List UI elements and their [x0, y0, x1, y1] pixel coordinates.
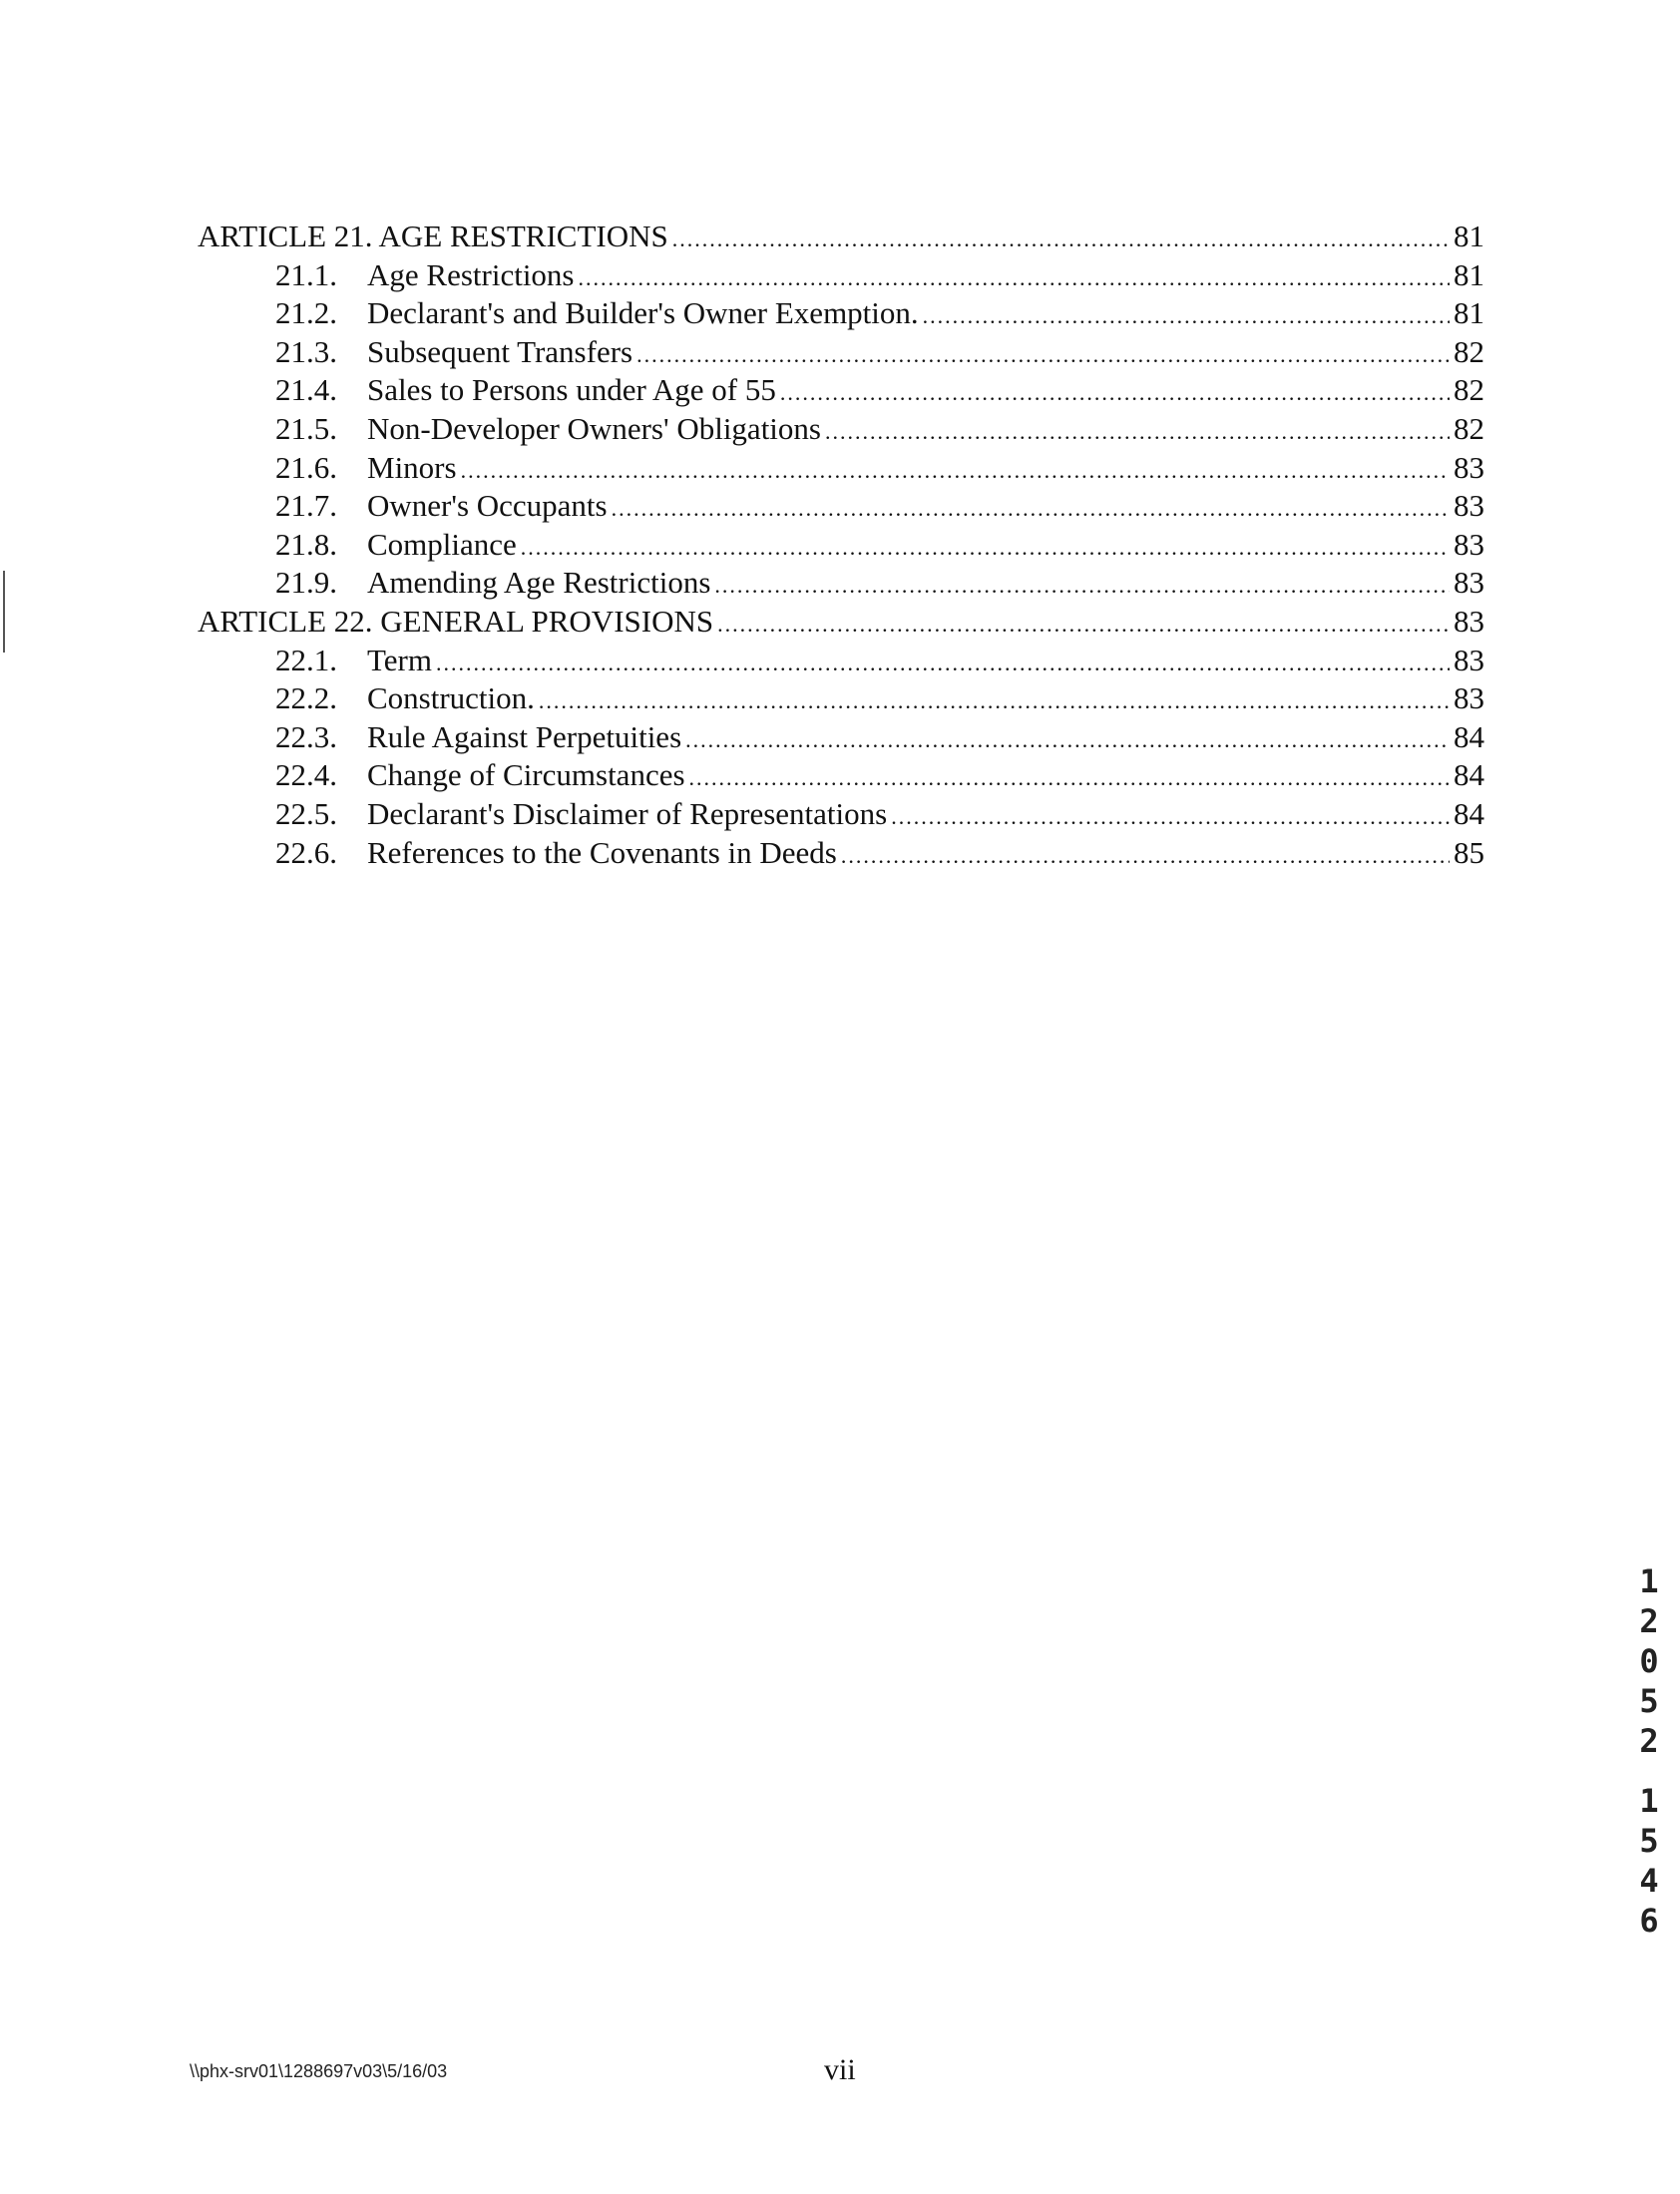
toc-page-number: 81 — [1454, 256, 1484, 292]
toc-page-number: 82 — [1454, 410, 1484, 446]
toc-entry-title: Declarant's Disclaimer of Representations — [367, 795, 888, 831]
toc-section-row — [198, 564, 1484, 603]
toc-dot-leader — [521, 529, 1450, 568]
toc-page-number: 82 — [1454, 372, 1484, 408]
toc-section-number: 22.6. — [275, 834, 337, 870]
footer-file-path: \\phx-srv01\1288697v03\5/16/03 — [190, 2061, 448, 2081]
table-of-contents — [198, 218, 1484, 872]
toc-page-number: 83 — [1454, 680, 1484, 716]
toc-section-row — [198, 449, 1484, 488]
document-stamp-number — [1634, 1561, 1664, 1941]
toc-page-number: 83 — [1454, 488, 1484, 524]
stamp-digit: 5 — [1639, 1822, 1659, 1860]
toc-entry-title: ARTICLE 21. AGE RESTRICTIONS — [198, 219, 668, 253]
toc-dot-leader — [714, 567, 1450, 606]
toc-entry-title: Sales to Persons under Age of 55 — [367, 372, 776, 408]
toc-section-row — [198, 333, 1484, 372]
stamp-digit: 5 — [1639, 1682, 1659, 1720]
toc-page-number: 83 — [1454, 449, 1484, 485]
toc-dot-leader — [579, 259, 1451, 298]
toc-section-number: 22.5. — [275, 795, 337, 831]
toc-entry-title: Subsequent Transfers — [367, 333, 633, 369]
toc-entry-title: Rule Against Perpetuities — [367, 718, 682, 754]
margin-mark — [3, 571, 5, 653]
toc-entry-title: Construction. — [367, 680, 535, 716]
stamp-digit: 2 — [1639, 1602, 1659, 1640]
toc-entry-title: Amending Age Restrictions — [367, 565, 711, 601]
toc-page-number: 82 — [1454, 333, 1484, 369]
toc-page-number: 83 — [1454, 565, 1484, 601]
toc-dot-leader — [539, 682, 1450, 721]
stamp-gap — [1634, 1761, 1664, 1781]
toc-section-row — [198, 256, 1484, 295]
toc-dot-leader — [436, 645, 1450, 683]
toc-section-number: 21.9. — [275, 565, 337, 601]
toc-page-number: 85 — [1454, 834, 1484, 870]
toc-section-number: 21.5. — [275, 410, 337, 446]
toc-dot-leader — [685, 721, 1450, 760]
toc-entry-title: Term — [367, 642, 432, 677]
toc-entry-title: Age Restrictions — [367, 256, 575, 292]
toc-dot-leader — [689, 759, 1450, 798]
toc-page-number: 83 — [1454, 603, 1484, 639]
toc-section-row — [198, 834, 1484, 873]
toc-dot-leader — [780, 374, 1450, 413]
footer-page-number: vii — [824, 2053, 856, 2086]
toc-article-row — [198, 218, 1484, 256]
toc-dot-leader — [672, 220, 1450, 259]
toc-section-row — [198, 410, 1484, 449]
toc-dot-leader — [841, 837, 1450, 876]
stamp-digit: 2 — [1639, 1722, 1659, 1760]
toc-section-row — [198, 795, 1484, 834]
toc-section-number: 22.3. — [275, 718, 337, 754]
toc-entry-title: Declarant's and Builder's Owner Exemption. — [367, 295, 919, 331]
toc-section-row — [198, 294, 1484, 333]
toc-page-number: 84 — [1454, 757, 1484, 793]
toc-entry-title: Change of Circumstances — [367, 757, 685, 793]
toc-section-number: 21.1. — [275, 256, 337, 292]
toc-section-row — [198, 487, 1484, 526]
toc-section-number: 21.8. — [275, 526, 337, 562]
toc-page-number: 81 — [1454, 295, 1484, 331]
toc-entry-title: References to the Covenants in Deeds — [367, 834, 837, 870]
toc-entry-title: Owner's Occupants — [367, 488, 608, 524]
toc-article-row — [198, 603, 1484, 642]
toc-section-row — [198, 371, 1484, 410]
toc-section-number: 21.4. — [275, 372, 337, 408]
toc-page-number: 84 — [1454, 718, 1484, 754]
toc-page-number: 83 — [1454, 526, 1484, 562]
stamp-digit: 4 — [1639, 1862, 1659, 1900]
toc-entry-title: Minors — [367, 449, 457, 485]
toc-section-row — [198, 642, 1484, 680]
toc-section-number: 21.3. — [275, 333, 337, 369]
toc-dot-leader — [891, 798, 1450, 837]
stamp-digit: 6 — [1639, 1902, 1659, 1940]
toc-section-row — [198, 679, 1484, 718]
stamp-digit: 1 — [1639, 1562, 1659, 1600]
toc-dot-leader — [461, 452, 1450, 491]
toc-section-row — [198, 756, 1484, 795]
toc-section-number: 22.2. — [275, 680, 337, 716]
toc-section-number: 21.6. — [275, 449, 337, 485]
toc-dot-leader — [636, 336, 1450, 375]
toc-dot-leader — [612, 490, 1450, 529]
toc-dot-leader — [717, 606, 1450, 645]
toc-section-number: 21.7. — [275, 488, 337, 524]
toc-section-number: 22.4. — [275, 757, 337, 793]
stamp-digit: 0 — [1639, 1642, 1659, 1680]
toc-dot-leader — [825, 413, 1450, 452]
toc-entry-title: Compliance — [367, 526, 517, 562]
toc-page-number: 83 — [1454, 642, 1484, 677]
toc-section-row — [198, 526, 1484, 565]
toc-page-number: 81 — [1454, 219, 1484, 253]
toc-section-row — [198, 718, 1484, 757]
toc-section-number: 21.2. — [275, 295, 337, 331]
toc-dot-leader — [923, 297, 1450, 336]
toc-entry-title: Non-Developer Owners' Obligations — [367, 410, 821, 446]
toc-section-number: 22.1. — [275, 642, 337, 677]
stamp-digit: 1 — [1639, 1782, 1659, 1820]
toc-page-number: 84 — [1454, 795, 1484, 831]
toc-entry-title: ARTICLE 22. GENERAL PROVISIONS — [198, 603, 714, 639]
